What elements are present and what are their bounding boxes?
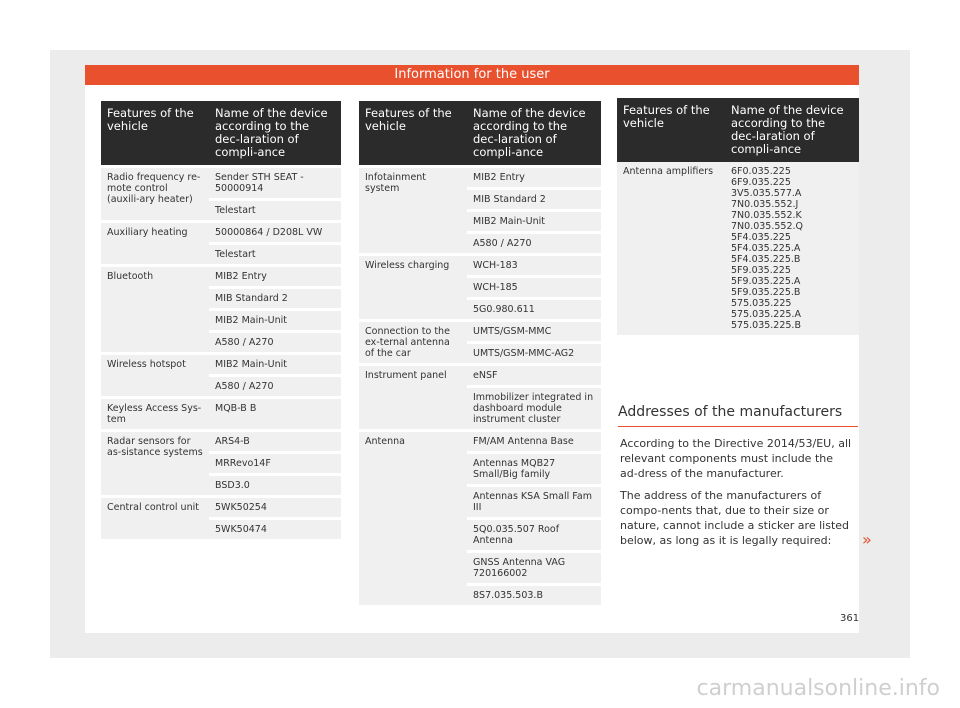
device-name-cell: A580 / A270 — [209, 377, 341, 396]
device-name-cell: MRRevo14F — [209, 454, 341, 473]
device-name-cell: 7N0.035.552.K — [725, 210, 859, 221]
device-name-cell: MIB2 Main-Unit — [467, 212, 601, 231]
device-name-cell: 575.035.225.A — [725, 309, 859, 320]
device-name-cell: 5F4.035.225.A — [725, 243, 859, 254]
page-number: 361 — [840, 613, 860, 624]
device-name-cell: Antennas KSA Small Fam III — [467, 487, 601, 517]
features-table-3 — [617, 98, 859, 335]
device-name-cell: A580 / A270 — [467, 234, 601, 253]
device-name-cell: eNSF — [467, 366, 601, 385]
feature-cell: Infotainment system — [359, 168, 467, 253]
device-name-cell: MIB Standard 2 — [209, 289, 341, 308]
device-name-cell: MIB Standard 2 — [467, 190, 601, 209]
continue-chevron-icon: » — [862, 530, 872, 549]
device-name-cell: MIB2 Entry — [209, 267, 341, 286]
device-name-cell: 5F4.035.225 — [725, 232, 859, 243]
device-name-cell: A580 / A270 — [209, 333, 341, 352]
device-name-cell: Telestart — [209, 201, 341, 220]
device-name-column-header: Name of the device according to the dec-laration of compli-ance — [209, 101, 341, 165]
device-name-cell: 8S7.035.503.B — [467, 586, 601, 605]
table-row — [359, 432, 601, 451]
device-name-cell: 575.035.225.B — [725, 320, 859, 335]
table-row — [101, 267, 341, 286]
section-paragraph-2: The address of the manufacturers of compo-nents that, due to their size or nature, cannot include a sticker are listed below, as long as it is legally required: — [620, 489, 850, 547]
features-table-1-body — [101, 168, 341, 539]
device-name-cell: MIB2 Main-Unit — [209, 311, 341, 330]
device-name-cell: 7N0.035.552.Q — [725, 221, 859, 232]
device-name-cell: Antennas MQB27 Small/Big family — [467, 454, 601, 484]
feature-cell: Antenna — [359, 432, 467, 605]
watermark: carmanualsonline.info — [696, 676, 940, 701]
feature-cell: Radio frequency re-mote control (auxili-ary heater) — [101, 168, 209, 220]
device-name-cell: UMTS/GSM-MMC-AG2 — [467, 344, 601, 363]
device-name-cell: MIB2 Entry — [467, 168, 601, 187]
table-row — [101, 355, 341, 374]
feature-cell: Antenna amplifiers — [617, 162, 725, 335]
section-paragraph-1: According to the Directive 2014/53/EU, all relevant components must include the ad-dress of the manufacturer. — [620, 437, 852, 480]
device-name-cell: BSD3.0 — [209, 476, 341, 495]
device-name-cell: 5F4.035.225.B — [725, 254, 859, 265]
table-row — [359, 168, 601, 187]
feature-cell: Wireless charging — [359, 256, 467, 319]
table-row — [101, 223, 341, 242]
features-table-1 — [101, 98, 341, 542]
device-name-cell: FM/AM Antenna Base — [467, 432, 601, 451]
device-name-cell: UMTS/GSM-MMC — [467, 322, 601, 341]
table-row — [101, 399, 341, 429]
device-name-cell: MIB2 Main-Unit — [209, 355, 341, 374]
table-row — [359, 366, 601, 385]
device-name-cell: 575.035.225 — [725, 298, 859, 309]
device-name-cell: 5G0.980.611 — [467, 300, 601, 319]
feature-column-header: Features of the vehicle — [617, 98, 725, 162]
device-name-cell: 50000864 / D208L VW — [209, 223, 341, 242]
device-name-column-header: Name of the device according to the dec-laration of compli-ance — [725, 98, 859, 162]
device-name-cell: 5Q0.035.507 Roof Antenna — [467, 520, 601, 550]
feature-cell: Keyless Access Sys-tem — [101, 399, 209, 429]
table-row — [101, 432, 341, 451]
device-name-cell: Telestart — [209, 245, 341, 264]
device-name-cell: 3V5.035.577.A — [725, 188, 859, 199]
feature-column-header: Features of the vehicle — [359, 101, 467, 165]
feature-cell: Central control unit — [101, 498, 209, 539]
feature-cell: Radar sensors for as-sistance systems — [101, 432, 209, 495]
feature-cell: Connection to the ex-ternal antenna of the car — [359, 322, 467, 363]
section-title: Addresses of the manufacturers — [618, 404, 858, 427]
table-row — [101, 498, 341, 517]
feature-cell: Auxiliary heating — [101, 223, 209, 264]
device-name-column-header: Name of the device according to the dec-laration of compli-ance — [467, 101, 601, 165]
device-name-cell: GNSS Antenna VAG 720166002 — [467, 553, 601, 583]
device-name-cell: WCH-185 — [467, 278, 601, 297]
table-row — [359, 256, 601, 275]
table-row — [101, 168, 341, 198]
page-header: Information for the user — [85, 65, 859, 85]
table-row — [617, 162, 859, 177]
device-name-cell: Sender STH SEAT - 50000914 — [209, 168, 341, 198]
device-name-cell: ARS4-B — [209, 432, 341, 451]
table-row — [359, 322, 601, 341]
device-name-cell: 5F9.035.225.A — [725, 276, 859, 287]
feature-cell: Bluetooth — [101, 267, 209, 352]
device-name-cell: WCH-183 — [467, 256, 601, 275]
device-name-cell: 6F0.035.225 — [725, 162, 859, 177]
device-name-cell: 7N0.035.552.J — [725, 199, 859, 210]
device-name-cell: 5F9.035.225 — [725, 265, 859, 276]
features-table-2-body — [359, 168, 601, 605]
feature-cell: Wireless hotspot — [101, 355, 209, 396]
feature-column-header: Features of the vehicle — [101, 101, 209, 165]
device-name-cell: MQB-B B — [209, 399, 341, 429]
device-name-cell: 5WK50474 — [209, 520, 341, 539]
device-name-cell: 5WK50254 — [209, 498, 341, 517]
device-name-cell: Immobilizer integrated in dashboard module instrument cluster — [467, 388, 601, 429]
device-name-cell: 6F9.035.225 — [725, 177, 859, 188]
device-name-cell: 5F9.035.225.B — [725, 287, 859, 298]
feature-cell: Instrument panel — [359, 366, 467, 429]
features-table-2 — [359, 98, 601, 608]
features-table-3-body — [617, 162, 859, 335]
